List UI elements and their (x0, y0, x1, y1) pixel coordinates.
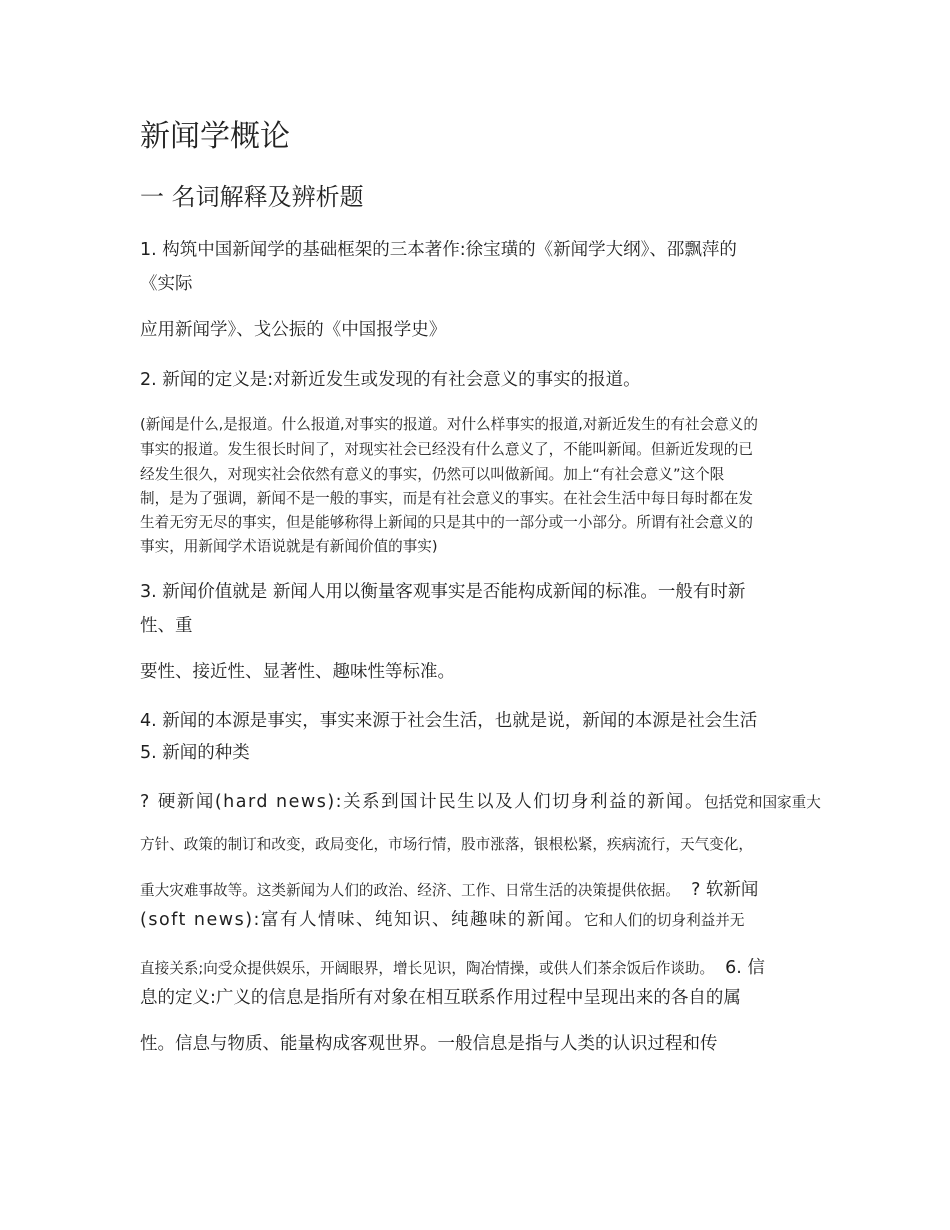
item-3-line-2: 性、重 (140, 616, 193, 636)
note-line: 经发生很久，对现实社会依然有意义的事实，仍然可以叫做新闻。加上“有社会意义”这个限 (140, 466, 725, 483)
item-1-line-3: 应用新闻学》、戈公振的《中国报学史》 (140, 320, 447, 340)
item-4: 4. 新闻的本源是事实，事实来源于社会生活，也就是说，新闻的本源是社会生活 (140, 711, 758, 731)
item-6-start: 6. 信 (725, 958, 765, 978)
item-5: 5. 新闻的种类 (140, 743, 250, 763)
note-line: 生着无穷无尽的事实，但是能够称得上新闻的只是其中的一部分或一小部分。所谓有社会意义的 (140, 514, 753, 531)
note-line: (新闻是什么,是报道。什么报道,对事实的报道。对什么样事实的报道,对新近发生的有社会意义的 (140, 416, 758, 433)
section-heading: 一 名词解释及辨析题 (140, 183, 364, 211)
item-1-line-2: 《实际 (140, 274, 193, 294)
soft-news-function: 直接关系;向受众提供娱乐，开阔眼界，增长见识，陶冶情操，或供人们茶余饭后作谈助。 (140, 960, 715, 977)
soft-news-line-2 (140, 960, 765, 978)
hard-news-purpose: 重大灾难事故等。这类新闻为人们的政治、经济、工作、日常生活的决策提供依据。 (140, 882, 680, 899)
note-line: 制，是为了强调，新闻不是一般的事实，而是有社会意义的事实。在社会生活中每日每时都在发 (140, 490, 753, 507)
hard-news-definition: ? 硬新闻(hard news):关系到国计民生以及人们切身利益的新闻。 (140, 792, 705, 812)
hard-news-line-3 (140, 882, 758, 900)
hard-news-examples: 包括党和国家重大 (704, 794, 821, 811)
hard-news-line-2: 方针、政策的制订和改变，政局变化，市场行情，股市涨落，银根松紧，疾病流行，天气变化， (140, 836, 753, 853)
note-line: 事实，用新闻学术语说就是有新闻价值的事实) (140, 538, 438, 555)
item-3-line-3: 要性、接近性、显著性、趣味性等标准。 (140, 662, 455, 682)
document-title: 新闻学概论 (140, 119, 290, 154)
hard-news-line-1 (140, 794, 821, 812)
soft-news-heading: ? 软新闻 (691, 880, 759, 900)
item-1-line-1: 1. 构筑中国新闻学的基础框架的三本著作:徐宝璜的《新闻学大纲》、邵飘萍的 (140, 240, 737, 260)
soft-news-line-1 (140, 912, 745, 930)
soft-news-definition: (soft news):富有人情味、纯知识、纯趣味的新闻。 (140, 910, 584, 930)
item-6-line-3: 性。信息与物质、能量构成客观世界。一般信息是指与人类的认识过程和传 (140, 1034, 718, 1054)
item-3-line-1: 3. 新闻价值就是 新闻人用以衡量客观事实是否能构成新闻的标准。一般有时新 (140, 582, 746, 602)
item-6-line-2: 息的定义:广义的信息是指所有对象在相互联系作用过程中呈现出来的各自的属 (140, 988, 741, 1008)
soft-news-relation: 它和人们的切身利益并无 (583, 912, 745, 929)
item-2: 2. 新闻的定义是:对新近发生或发现的有社会意义的事实的报道。 (140, 370, 641, 390)
note-line: 事实的报道。发生很长时间了，对现实社会已经没有什么意义了，不能叫新闻。但新近发现的已 (140, 441, 753, 458)
